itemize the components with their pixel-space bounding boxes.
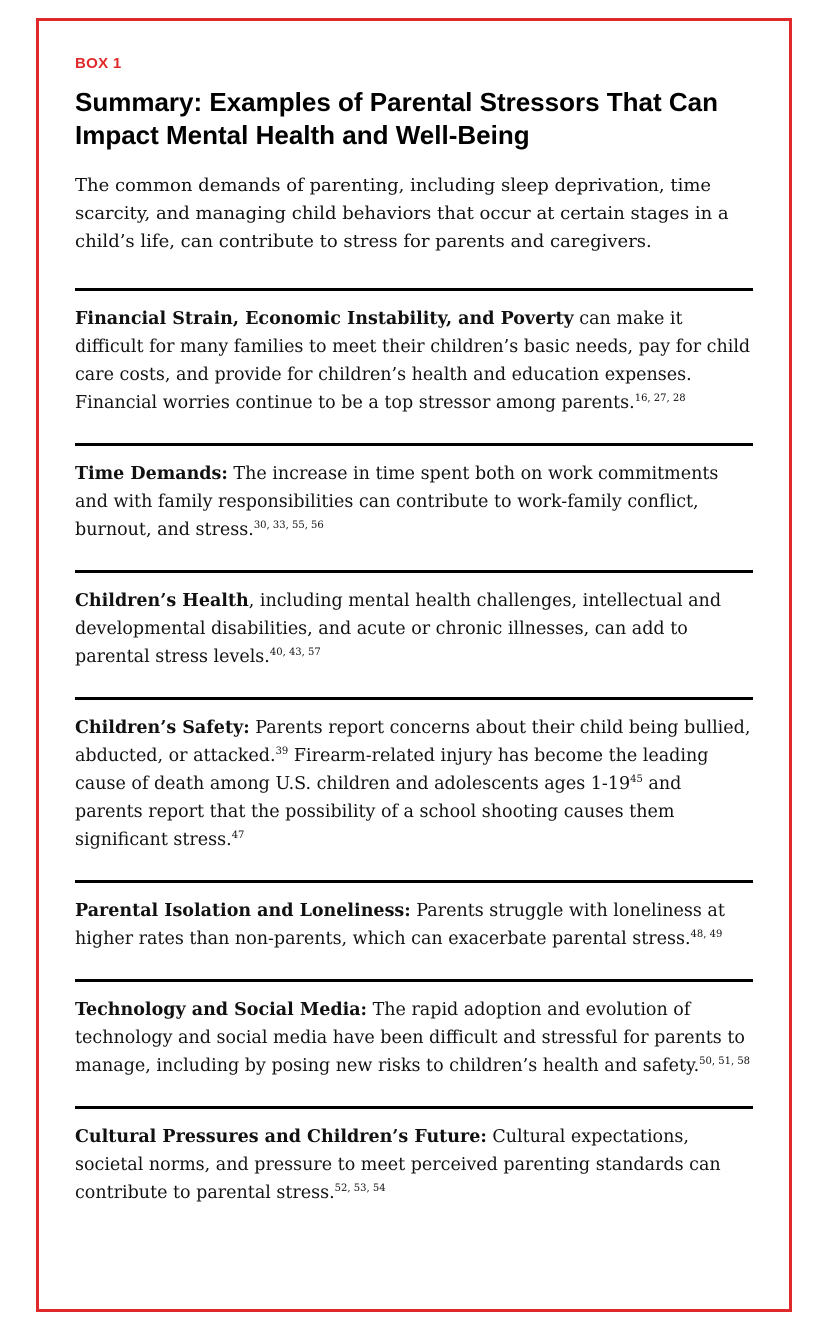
section-body: and parents report that the possibility of a school shooting causes them significant stress. <box>75 774 682 850</box>
box-title: Summary: Examples of Parental Stressors That Can Impact Mental Health and Well-Being <box>75 87 719 150</box>
citation-refs: 47 <box>231 830 245 842</box>
box-frame <box>36 18 792 1312</box>
section-childrens-safety <box>75 697 753 880</box>
section-heading: Children’s Health <box>75 591 249 611</box>
citation-refs: 45 <box>630 774 643 786</box>
section-body: Parents struggle with loneliness at higher rates than non-parents, which can exacerbate parental stress. <box>75 901 725 949</box>
citation-refs: 39 <box>275 746 289 758</box>
citation-refs: 16, 27, 28 <box>634 393 686 405</box>
section-heading: Parental Isolation and Loneliness: <box>75 901 411 921</box>
citation-refs: 50, 51, 58 <box>699 1056 751 1068</box>
section-body: can make it difficult for many families to meet their children’s basic needs, pay for child care costs, and provide for children’s health and education expenses. Financial worries continue to be a top stressor among parents. <box>75 309 751 413</box>
section-heading: Children’s Safety: <box>75 718 250 738</box>
box-label: BOX 1 <box>75 55 122 72</box>
section-cultural-pressures <box>75 1106 753 1233</box>
section-parental-isolation <box>75 880 753 979</box>
citation-refs: 40, 43, 57 <box>269 647 321 659</box>
section-childrens-health <box>75 570 753 697</box>
section-body: Firearm-related injury has become the leading cause of death among U.S. children and adolescents ages 1-19 <box>75 746 709 794</box>
section-technology-social-media <box>75 979 753 1106</box>
section-body: , including mental health challenges, intellectual and developmental disabilities, and acute or chronic illnesses, can add to parental stress levels. <box>75 591 722 667</box>
box-content <box>75 55 753 1233</box>
section-heading: Cultural Pressures and Children’s Future: <box>75 1127 487 1147</box>
section-body: The increase in time spent both on work commitments and with family responsibilities can contribute to work-family conflict, burnout, and stress. <box>75 464 719 540</box>
section-financial-strain <box>75 288 753 443</box>
section-body: Cultural expectations, societal norms, and pressure to meet perceived parenting standards can contribute to parental stress. <box>75 1127 721 1203</box>
section-heading: Technology and Social Media: <box>75 1000 368 1020</box>
section-body: Parents report concerns about their child being bullied, abducted, or attacked. <box>75 718 751 766</box>
intro-paragraph: The common demands of parenting, including sleep deprivation, time scarcity, and managing child behaviors that occur at certain stages in a child’s life, can contribute to stress for parents and caregivers. <box>75 175 729 252</box>
section-heading: Time Demands: <box>75 464 228 484</box>
citation-refs: 52, 53, 54 <box>334 1183 386 1195</box>
section-time-demands <box>75 443 753 570</box>
citation-refs: 30, 33, 55, 56 <box>253 520 324 532</box>
section-body: The rapid adoption and evolution of technology and social media have been difficult and stressful for parents to manage, including by posing new risks to children’s health and safety. <box>75 1000 745 1076</box>
section-heading: Financial Strain, Economic Instability, and Poverty <box>75 309 574 329</box>
citation-refs: 48, 49 <box>690 929 723 941</box>
